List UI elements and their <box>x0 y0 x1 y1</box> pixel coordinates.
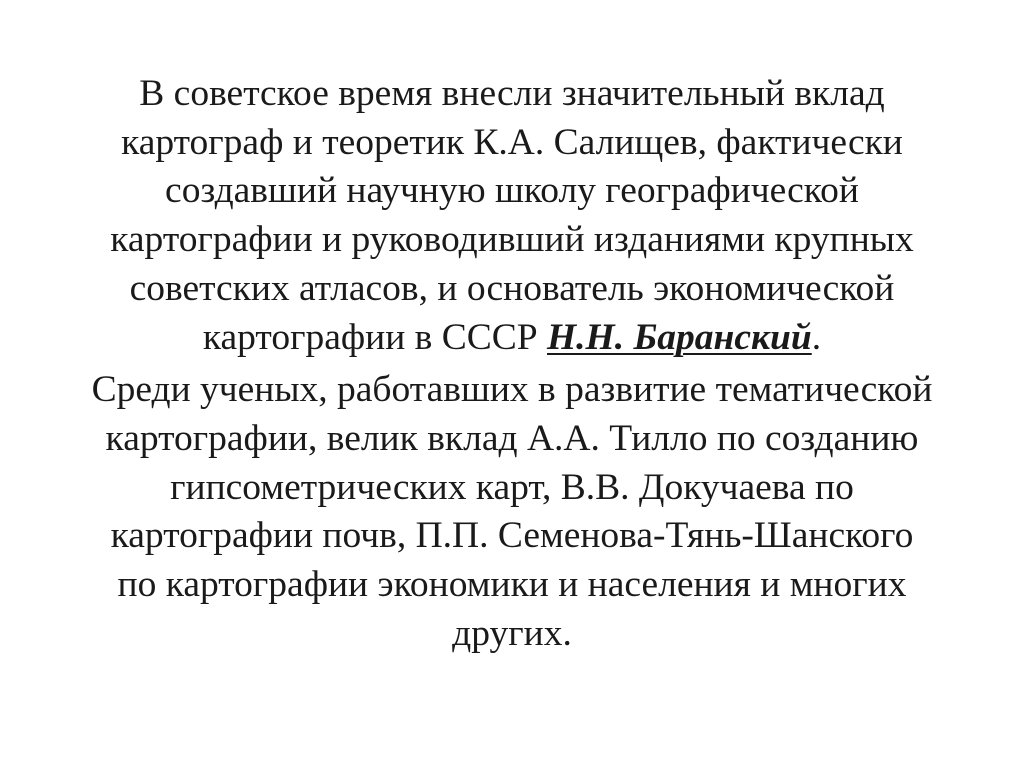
text-line: Среди ученых, работавших в развитие тематической <box>91 369 933 411</box>
text-line: картографии почв, П.П. Семенова-Тянь-Шанского <box>110 515 914 557</box>
text-line: картографии и руководивший изданиями крупных <box>110 219 914 261</box>
paragraph-thematic-cartography <box>32 366 992 658</box>
text-line: по картографии экономики и населения и многих <box>117 564 907 606</box>
text-line: В советское время внесли значительный вклад <box>139 73 885 114</box>
text-line-with-emphasis <box>52 314 972 363</box>
text-line: создавший научную школу географической <box>165 170 859 212</box>
text-line: других. <box>452 612 572 654</box>
emphasized-name: Н.Н. Баранский <box>547 316 812 358</box>
text-line-suffix: . <box>811 316 822 358</box>
text-line: картографии, велик вклад А.А. Тилло по созданию <box>105 417 919 459</box>
text-line: советских атласов, и основатель экономической <box>129 267 895 309</box>
text-line: гипсометрических карт, В.В. Докучаева по <box>170 466 854 508</box>
paragraph-soviet-cartographers <box>52 70 972 362</box>
text-line: картограф и теоретик К.А. Салищев, фактически <box>121 121 903 163</box>
text-line-prefix: картографии в СССР <box>202 316 548 358</box>
